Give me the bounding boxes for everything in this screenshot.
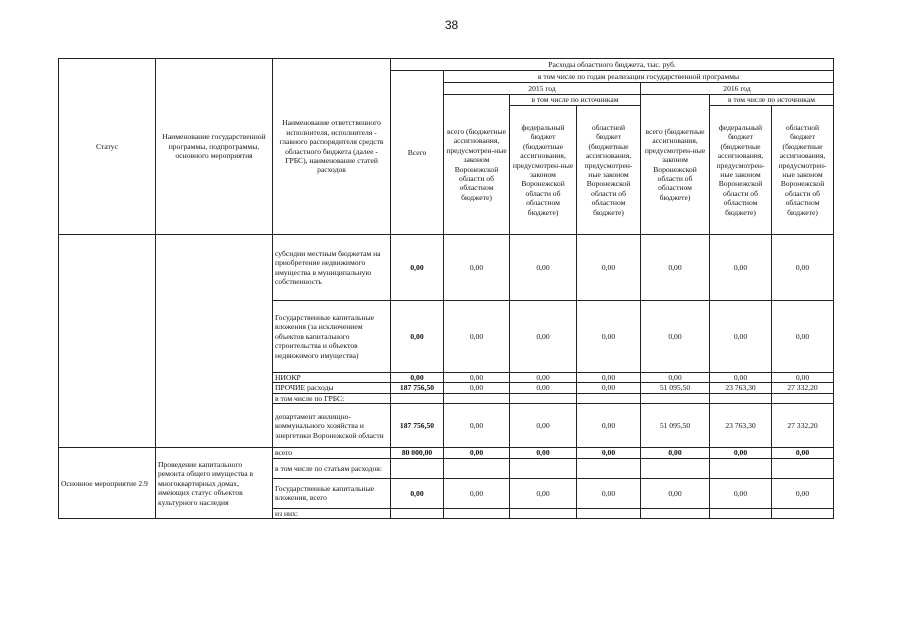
- row-item: Государственные капитальные вложения, всего: [273, 478, 391, 508]
- measure-name: Проведение капитального ремонта общего имущества в многоквартирных домах, имеющих статус объектов культурного наследия: [156, 448, 273, 519]
- header-year-2016: 2016 год: [641, 83, 834, 95]
- cell-2016-federal: [710, 458, 772, 478]
- cell-2016-regional: 0,00: [772, 235, 834, 301]
- cell-2015-total: 0,00: [444, 478, 510, 508]
- row-total: [391, 458, 444, 478]
- cell-2015-total: [444, 508, 510, 518]
- cell-2015-regional: 0,00: [577, 383, 641, 393]
- cell-2015-regional: 0,00: [577, 404, 641, 448]
- row-item: субсидии местным бюджетам на приобретение недвижимого имущества в муниципальную собственность: [273, 235, 391, 301]
- header-executor: Наименование ответственного исполнителя, исполнителя - главного распорядителя средств областного бюджета (далее - ГРБС), наименование статей расходов: [273, 59, 391, 235]
- header-2015-by-sources: в том числе по источникам: [510, 95, 641, 106]
- budget-table: [58, 58, 834, 519]
- cell-2016-regional: 0,00: [772, 478, 834, 508]
- header-by-years: в том числе по годам реализации государственной программы: [444, 71, 834, 83]
- measure-status: Основное мероприятие 2.9: [59, 448, 156, 519]
- cell-2016-regional: [772, 508, 834, 518]
- cell-2015-regional: 0,00: [577, 373, 641, 383]
- row-total: 0,00: [391, 373, 444, 383]
- row-total: 0,00: [391, 301, 444, 373]
- cell-2016-federal: 0,00: [710, 235, 772, 301]
- cell-2016-federal: 23 763,30: [710, 404, 772, 448]
- cell-2015-regional: [577, 508, 641, 518]
- cell-2016-total: 0,00: [641, 478, 710, 508]
- cell-2015-regional: 0,00: [577, 448, 641, 458]
- cell-2015-total: 0,00: [444, 301, 510, 373]
- cell-2016-regional: [772, 393, 834, 403]
- cell-2015-regional: 0,00: [577, 478, 641, 508]
- row-status: [59, 235, 156, 448]
- header-status: Статус: [59, 59, 156, 235]
- cell-2016-federal: 23 763,30: [710, 383, 772, 393]
- cell-2015-federal: [510, 508, 577, 518]
- cell-2016-regional: [772, 458, 834, 478]
- header-2015-total: всего (бюджетные ассигнования, предусмотрен-ные законом Воронежской области об областном бюджете): [444, 95, 510, 235]
- row-item: департамент жилищно-коммунального хозяйства и энергетики Воронежской области: [273, 404, 391, 448]
- cell-2016-regional: 0,00: [772, 448, 834, 458]
- row-total: 80 000,00: [391, 448, 444, 458]
- cell-2016-total: [641, 508, 710, 518]
- table-row: [59, 235, 834, 301]
- row-total: [391, 508, 444, 518]
- row-total: [391, 393, 444, 403]
- cell-2015-total: [444, 393, 510, 403]
- row-item: всего: [273, 448, 391, 458]
- cell-2016-total: [641, 393, 710, 403]
- cell-2015-federal: [510, 458, 577, 478]
- row-item: в том числе по статьям расходов:: [273, 458, 391, 478]
- cell-2015-total: 0,00: [444, 235, 510, 301]
- cell-2016-total: 51 095,50: [641, 383, 710, 393]
- cell-2015-total: 0,00: [444, 383, 510, 393]
- row-total: 0,00: [391, 478, 444, 508]
- page-number: 38: [444, 18, 459, 32]
- header-program-name: Наименование государственной программы, подпрограммы, основного мероприятия: [156, 59, 273, 235]
- row-item: ПРОЧИЕ расходы: [273, 383, 391, 393]
- cell-2015-total: [444, 458, 510, 478]
- header-2015-federal: федеральный бюджет (бюджетные ассигнования, предусмотрен-ные законом Воронежской области об областном бюджете): [510, 106, 577, 235]
- cell-2015-regional: 0,00: [577, 301, 641, 373]
- cell-2016-federal: 0,00: [710, 301, 772, 373]
- header-2016-federal: федеральный бюджет (бюджетные ассигнования, предусмотрен-ные законом Воронежской области об областном бюджете): [710, 106, 772, 235]
- cell-2016-total: 0,00: [641, 301, 710, 373]
- cell-2015-federal: 0,00: [510, 301, 577, 373]
- cell-2016-regional: 27 332,20: [772, 404, 834, 448]
- cell-2015-total: 0,00: [444, 404, 510, 448]
- row-total: 187 756,50: [391, 383, 444, 393]
- row-item: из них:: [273, 508, 391, 518]
- row-program-name: [156, 235, 273, 448]
- cell-2016-federal: 0,00: [710, 448, 772, 458]
- cell-2015-regional: [577, 393, 641, 403]
- cell-2015-regional: [577, 458, 641, 478]
- cell-2015-federal: 0,00: [510, 383, 577, 393]
- cell-2016-total: 0,00: [641, 448, 710, 458]
- cell-2016-total: [641, 458, 710, 478]
- header-total: Всего: [391, 71, 444, 235]
- header-expenses: Расходы областного бюджета, тыс. руб.: [391, 59, 834, 71]
- cell-2015-regional: 0,00: [577, 235, 641, 301]
- cell-2016-total: 0,00: [641, 373, 710, 383]
- header-2015-regional: областной бюджет (бюджетные ассигнования, предусмотрен-ные законом Воронежской области об областном бюджете): [577, 106, 641, 235]
- cell-2015-federal: 0,00: [510, 478, 577, 508]
- cell-2015-federal: 0,00: [510, 235, 577, 301]
- cell-2016-total: 51 095,50: [641, 404, 710, 448]
- cell-2016-regional: 0,00: [772, 373, 834, 383]
- cell-2015-federal: [510, 393, 577, 403]
- cell-2016-total: 0,00: [641, 235, 710, 301]
- cell-2015-federal: 0,00: [510, 448, 577, 458]
- row-item: НИОКР: [273, 373, 391, 383]
- cell-2015-federal: 0,00: [510, 404, 577, 448]
- cell-2015-federal: 0,00: [510, 373, 577, 383]
- cell-2016-federal: 0,00: [710, 373, 772, 383]
- header-2016-regional: областной бюджет (бюджетные ассигнования, предусмотрен-ные законом Воронежской области об областном бюджете): [772, 106, 834, 235]
- cell-2016-regional: 0,00: [772, 301, 834, 373]
- cell-2015-total: 0,00: [444, 448, 510, 458]
- cell-2016-regional: 27 332,20: [772, 383, 834, 393]
- row-item: Государственные капитальные вложения (за исключением объектов капитального строительства и объектов недвижимого имущества): [273, 301, 391, 373]
- row-total: 187 756,50: [391, 404, 444, 448]
- cell-2016-federal: [710, 393, 772, 403]
- header-2016-by-sources: в том числе по источникам: [710, 95, 834, 106]
- row-total: 0,00: [391, 235, 444, 301]
- cell-2016-federal: 0,00: [710, 478, 772, 508]
- header-year-2015: 2015 год: [444, 83, 641, 95]
- row-item: в том числе по ГРБС:: [273, 393, 391, 403]
- table-row: [59, 448, 834, 458]
- cell-2015-total: 0,00: [444, 373, 510, 383]
- header-2016-total: всего (бюджетные ассигнования, предусмотрен-ные законом Воронежской области об областном бюджете): [641, 95, 710, 235]
- cell-2016-federal: [710, 508, 772, 518]
